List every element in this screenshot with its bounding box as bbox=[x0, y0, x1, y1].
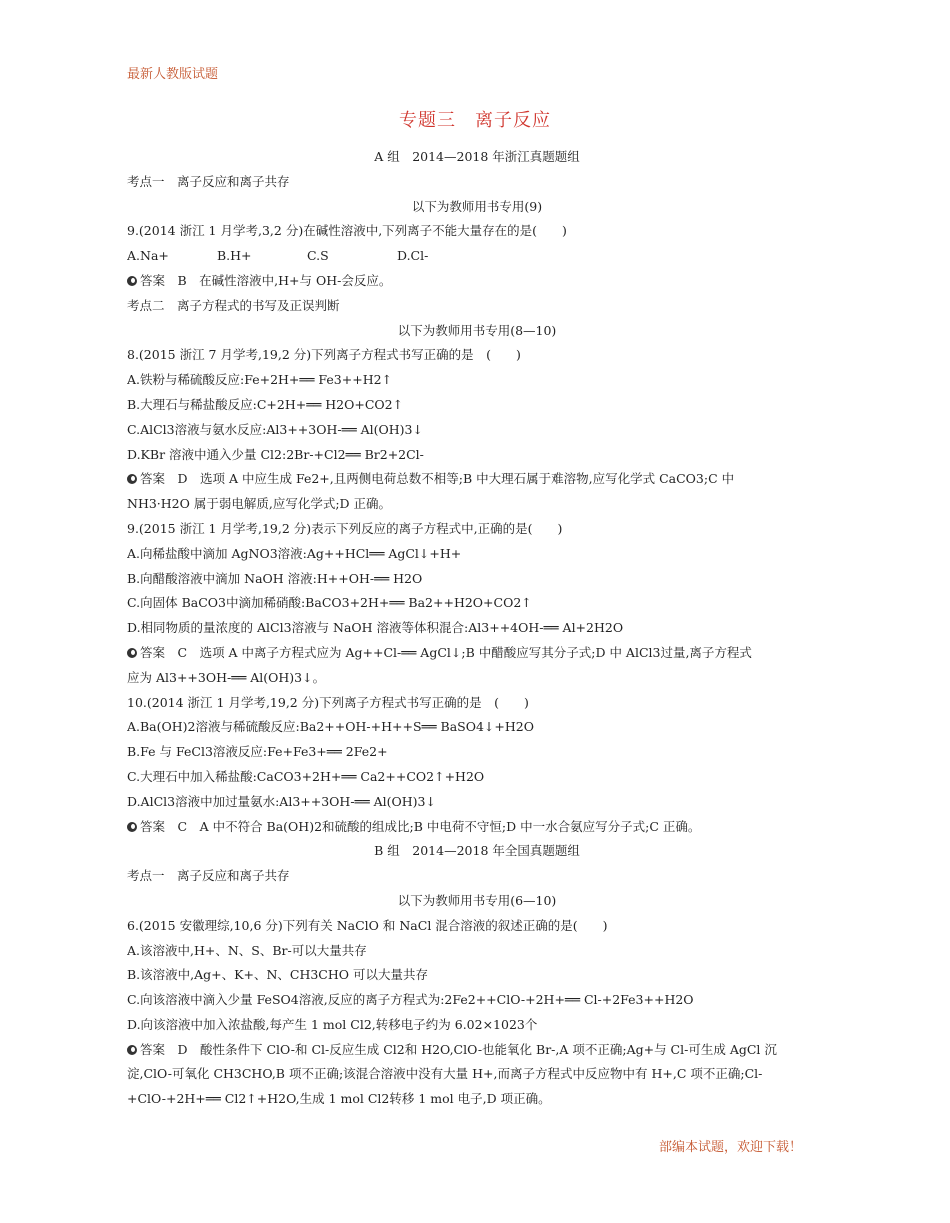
answer-line bbox=[127, 1038, 827, 1063]
text-line: 9.(2014 浙江 1 月学考,3,2 分)在碱性溶液中,下列离子不能大量存在的是( ) bbox=[127, 223, 567, 239]
text-line: D.AlCl3溶液中加过量氨水:Al3++3OH-══ Al(OH)3↓ bbox=[127, 793, 436, 809]
section-heading: A 组 2014—2018 年浙江真题题组 bbox=[374, 149, 580, 164]
text-line: D.向该溶液中加入浓盐酸,每产生 1 mol Cl2,转移电子约为 6.02×1023个 bbox=[127, 1016, 538, 1032]
section-heading: B 组 2014—2018 年全国真题题组 bbox=[374, 843, 580, 859]
section-heading: 以下为教师用书专用(8—10) bbox=[397, 322, 557, 338]
text-line: B.Fe 与 FeCl3溶液反应:Fe+Fe3+══ 2Fe2+ bbox=[127, 744, 388, 760]
answer-icon bbox=[127, 1045, 137, 1055]
text-line: 考点二 离子方程式的书写及正误判断 bbox=[127, 297, 340, 313]
text-line: 9.(2015 浙江 1 月学考,19,2 分)表示下列反应的离子方程式中,正确的是( ) bbox=[127, 520, 563, 536]
text-line: 应为 Al3++3OH-══ Al(OH)3↓。 bbox=[127, 669, 326, 685]
text-line: A.向稀盐酸中滴加 AgNO3溶液:Ag++HCl══ AgCl↓+H+ bbox=[127, 545, 462, 561]
answer-text: 答案 D 选项 A 中应生成 Fe2+,且两侧电荷总数不相等;B 中大理石属于难溶物,应写化学式 CaCO3;C 中 bbox=[140, 471, 735, 487]
text-line: 10.(2014 浙江 1 月学考,19,2 分)下列离子方程式书写正确的是 ( ) bbox=[127, 694, 529, 710]
option-item: C.S bbox=[307, 248, 329, 264]
text-line: 考点一 离子反应和离子共存 bbox=[127, 173, 290, 189]
header-note: 最新人教版试题 bbox=[127, 67, 219, 82]
document-body bbox=[127, 145, 827, 1112]
text-line: 淀,ClO-可氧化 CH3CHO,B 项不正确;该混合溶液中没有大量 H+,而离子方程式中反应物中有 H+,C 项不正确;Cl- bbox=[127, 1066, 763, 1082]
text-line: B.该溶液中,Ag+、K+、N、CH3CHO 可以大量共存 bbox=[127, 967, 428, 983]
text-line: 8.(2015 浙江 7 月学考,19,2 分)下列离子方程式书写正确的是 ( ) bbox=[127, 347, 521, 363]
text-line: D.相同物质的量浓度的 AlCl3溶液与 NaOH 溶液等体积混合:Al3++4OH-══ Al+2H2O bbox=[127, 620, 624, 636]
answer-text: 答案 C 选项 A 中离子方程式应为 Ag++Cl-══ AgCl↓;B 中醋酸应写其分子式;D 中 AlCl3过量,离子方程式 bbox=[140, 644, 752, 660]
text-line: C.向该溶液中滴入少量 FeSO4溶液,反应的离子方程式为:2Fe2++ClO-+2H+══ Cl-+2Fe3++H2O bbox=[127, 992, 694, 1008]
page-title: 专题三 离子反应 bbox=[399, 110, 551, 131]
text-line: NH3·H2O 属于弱电解质,应写化学式;D 正确。 bbox=[127, 496, 392, 512]
text-line: C.向固体 BaCO3中滴加稀硝酸:BaCO3+2H+══ Ba2++H2O+CO2↑ bbox=[127, 595, 532, 611]
text-line: D.KBr 溶液中通入少量 Cl2:2Br-+Cl2══ Br2+2Cl- bbox=[127, 446, 424, 462]
option-row bbox=[127, 244, 827, 269]
section-heading: 以下为教师用书专用(6—10) bbox=[397, 892, 557, 908]
text-line: A.该溶液中,H+、N、S、Br-可以大量共存 bbox=[127, 942, 367, 958]
answer-text: 答案 C A 中不符合 Ba(OH)2和硫酸的组成比;B 中电荷不守恒;D 中一水合氨应写分子式;C 正确。 bbox=[140, 818, 701, 834]
text-line: A.铁粉与稀硫酸反应:Fe+2H+══ Fe3++H2↑ bbox=[127, 372, 393, 388]
text-line: C.AlCl3溶液与氨水反应:Al3++3OH-══ Al(OH)3↓ bbox=[127, 421, 423, 437]
option-item: B.H+ bbox=[217, 248, 252, 264]
answer-line bbox=[127, 815, 827, 840]
text-line: +ClO-+2H+══ Cl2↑+H2O,生成 1 mol Cl2转移 1 mol 电子,D 项正确。 bbox=[127, 1091, 551, 1107]
answer-line bbox=[127, 269, 827, 294]
answer-text: 答案 B 在碱性溶液中,H+与 OH-会反应。 bbox=[140, 272, 392, 288]
text-line: B.向醋酸溶液中滴加 NaOH 溶液:H++OH-══ H2O bbox=[127, 570, 423, 586]
answer-icon bbox=[127, 474, 137, 484]
answer-icon bbox=[127, 648, 137, 658]
answer-icon bbox=[127, 822, 137, 832]
option-item: D.Cl- bbox=[397, 248, 429, 264]
answer-icon bbox=[127, 276, 137, 286]
text-line: 6.(2015 安徽理综,10,6 分)下列有关 NaClO 和 NaCl 混合溶液的叙述正确的是( ) bbox=[127, 917, 608, 933]
text-line: C.大理石中加入稀盐酸:CaCO3+2H+══ Ca2++CO2↑+H2O bbox=[127, 768, 485, 784]
answer-line bbox=[127, 467, 827, 492]
footer-note: 部编本试题，欢迎下载！ bbox=[658, 1140, 802, 1155]
answer-line bbox=[127, 641, 827, 666]
section-heading: 以下为教师用书专用(9) bbox=[411, 198, 543, 214]
text-line: B.大理石与稀盐酸反应:C+2H+══ H2O+CO2↑ bbox=[127, 396, 404, 412]
option-item: A.Na+ bbox=[127, 248, 169, 264]
answer-text: 答案 D 酸性条件下 ClO-和 Cl-反应生成 Cl2和 H2O,ClO-也能氧化 Br-,A 项不正确;Ag+与 Cl-可生成 AgCl 沉 bbox=[140, 1041, 777, 1057]
text-line: 考点一 离子反应和离子共存 bbox=[127, 868, 290, 884]
text-line: A.Ba(OH)2溶液与稀硫酸反应:Ba2++OH-+H++S══ BaSO4↓+H2O bbox=[127, 719, 534, 735]
